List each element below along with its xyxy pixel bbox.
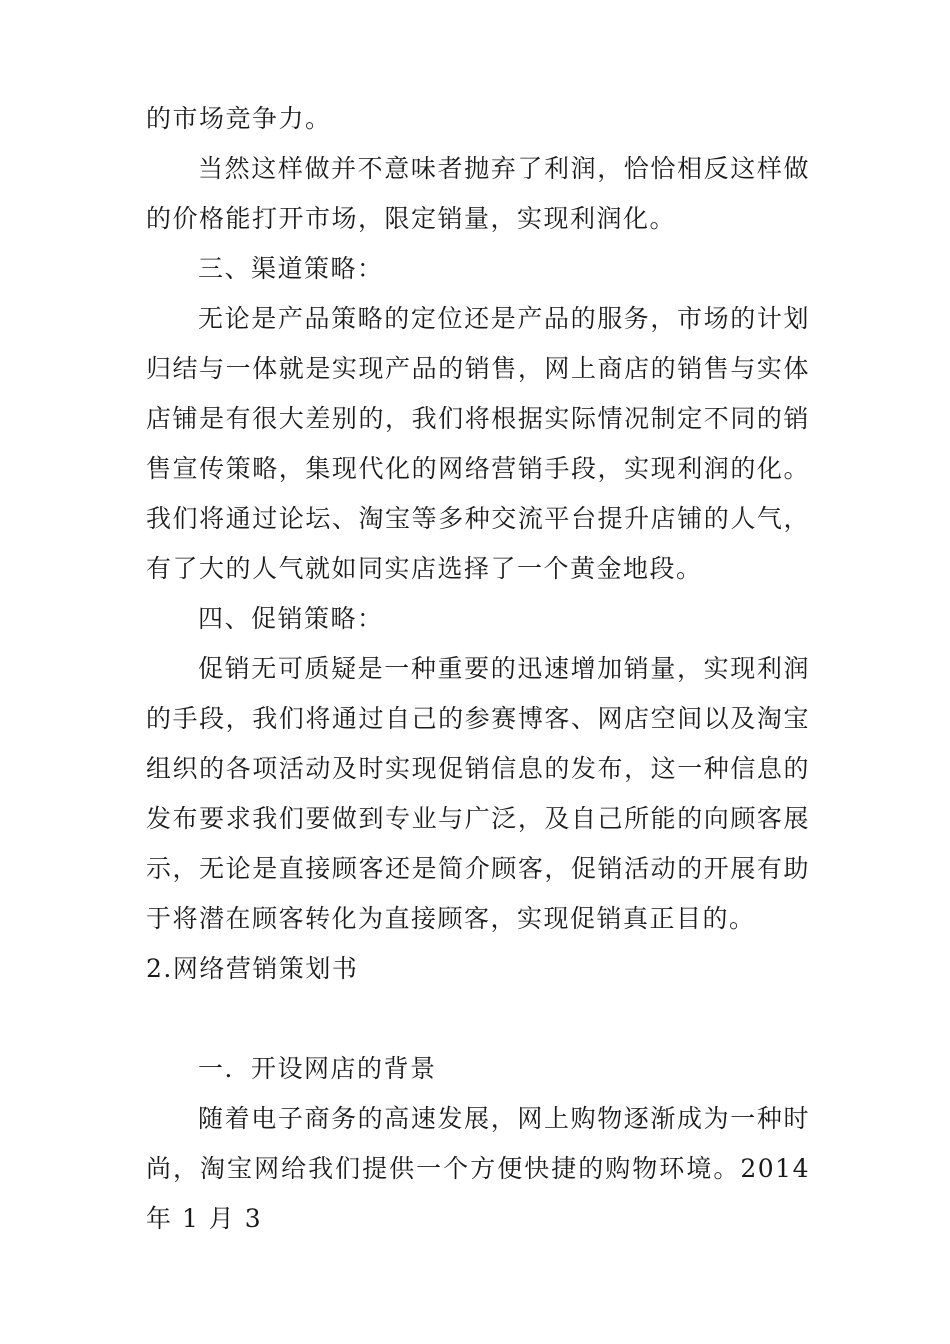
paragraph-promotion-strategy: 促销无可质疑是一种重要的迅速增加销量，实现利润的手段，我们将通过自己的参赛博客、网店空间以及淘宝组织的各项活动及时实现促销信息的发布，这一种信息的发布要求我们要做到专业与广泛，及自己所能的向顾客展示，无论是直接顾客还是简介顾客，促销活动的开展有助于将潜在顾客转化为直接顾客，实现促销真正目的。 (146, 654, 810, 933)
paragraph-continuation: 的市场竞争力。 (146, 104, 332, 133)
heading-promotion-strategy: 四、促销策略： (198, 604, 384, 633)
section-title-marketing-plan: 2.网络营销策划书 (146, 954, 359, 983)
document-body (146, 94, 810, 1244)
blank-line (146, 994, 810, 1044)
paragraph-profit: 当然这样做并不意味者抛弃了利润，恰恰相反这样做的价格能打开市场，限定销量，实现利润化。 (146, 154, 810, 233)
paragraph-channel-strategy: 无论是产品策略的定位还是产品的服务，市场的计划归结与一体就是实现产品的销售，网上商店的销售与实体店铺是有很大差别的，我们将根据实际情况制定不同的销售宣传策略，集现代化的网络营销手段，实现利润的化。我们将通过论坛、淘宝等多种交流平台提升店铺的人气，有了大的人气就如同实店选择了一个黄金地段。 (146, 304, 810, 583)
heading-shop-background: 一．开设网店的背景 (198, 1054, 437, 1083)
paragraph-shop-background: 随着电子商务的高速发展，网上购物逐渐成为一种时尚，淘宝网给我们提供一个方便快捷的购物环境。2014 年 1 月 3 (146, 1104, 810, 1233)
heading-channel-strategy: 三、渠道策略： (198, 254, 384, 283)
